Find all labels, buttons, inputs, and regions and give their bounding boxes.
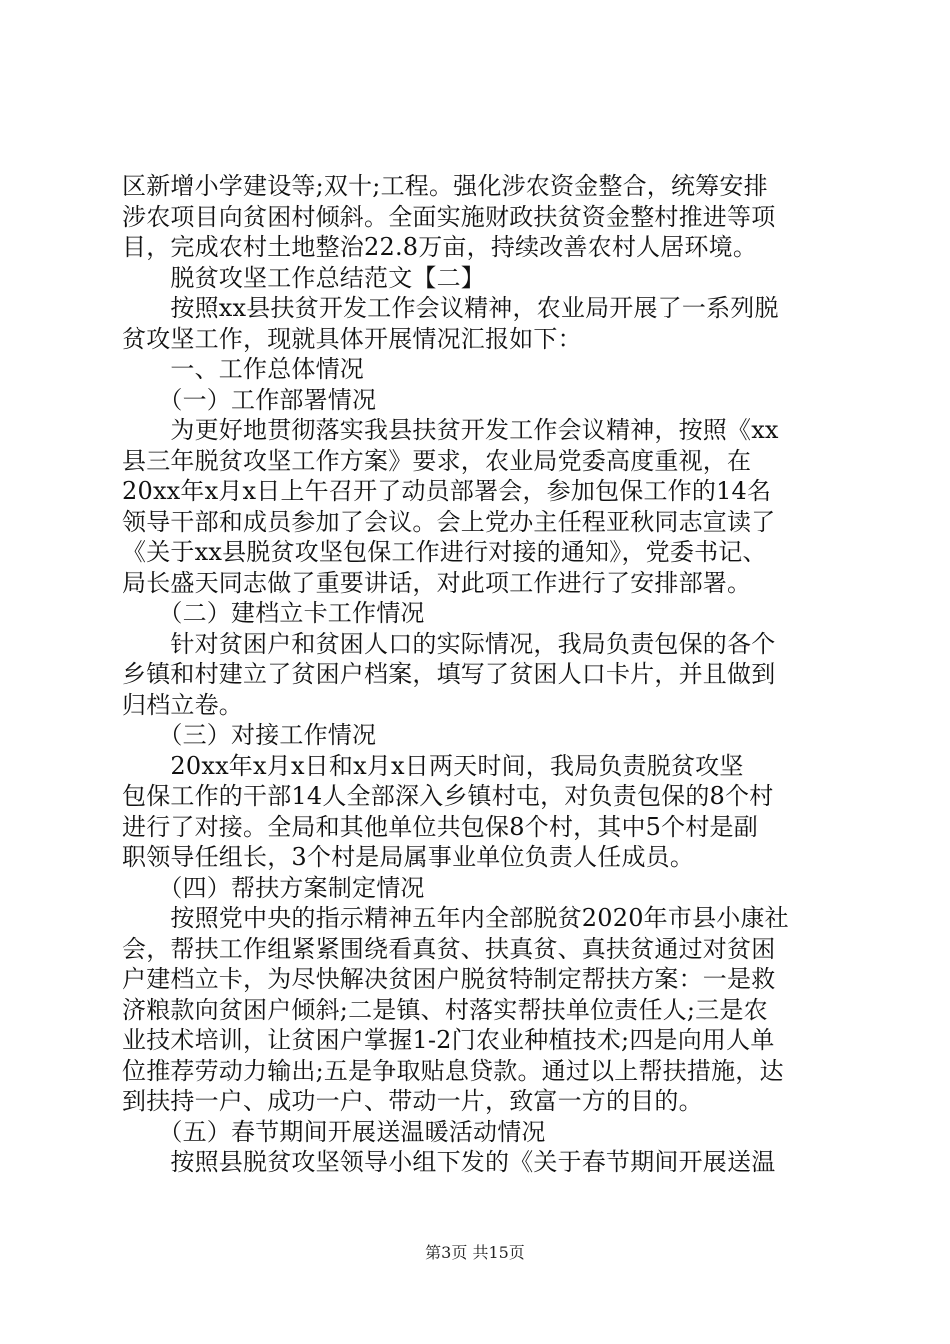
text-line: （二）建档立卡工作情况: [122, 599, 425, 627]
text-line: 脱贫攻坚工作总结范文【二】: [122, 263, 485, 292]
text-line: 进行了对接。全局和其他单位共包保8个村，其中5个村是副: [122, 812, 758, 841]
text-line: 乡镇和村建立了贫困户档案，填写了贫困人口卡片，并且做到: [122, 660, 776, 688]
text-line: 职领导任组长，3个村是局属事业单位负责人任成员。: [122, 843, 695, 871]
text-line: 到扶持一户、成功一户、带动一片，致富一方的目的。: [122, 1087, 703, 1115]
text-line: 《关于xx县脱贫攻坚包保工作进行对接的通知》，党委书记、: [122, 538, 767, 566]
text-line: 包保工作的干部14人全部深入乡镇村屯，对负责包保的8个村: [122, 782, 774, 810]
text-line: 位推荐劳动力输出;五是争取贴息贷款。通过以上帮扶措施，达: [122, 1056, 784, 1085]
text-line: 会，帮扶工作组紧紧围绕看真贫、扶真贫、真扶贫通过对贫困: [122, 934, 776, 963]
document-body: [122, 171, 834, 1178]
text-line: 局长盛天同志做了重要讲话，对此项工作进行了安排部署。: [122, 568, 752, 597]
text-line: （三）对接工作情况: [122, 721, 377, 749]
text-line: 按照党中央的指示精神五年内全部脱贫2020年市县小康社: [122, 904, 789, 932]
text-line: 按照xx县扶贫开发工作会议精神，农业局开展了一系列脱: [122, 294, 779, 322]
text-line: 贫攻坚工作，现就具体开展情况汇报如下：: [122, 324, 582, 353]
text-line: 按照县脱贫攻坚领导小组下发的《关于春节期间开展送温: [122, 1148, 776, 1176]
text-line: 20xx年x月x日和x月x日两天时间，我局负责脱贫攻坚: [122, 751, 744, 780]
text-line: 一、工作总体情况: [122, 355, 364, 383]
text-line: 目，完成农村土地整治22.8万亩，持续改善农村人居环境。: [122, 233, 758, 261]
text-line: 涉农项目向贫困村倾斜。全面实施财政扶贫资金整村推进等项: [122, 202, 776, 231]
text-line: 20xx年x月x日上午召开了动员部署会，参加包保工作的14名: [122, 477, 772, 505]
page-number-footer: 第3页 共15页: [425, 1243, 525, 1262]
text-line: （五）春节期间开展送温暖活动情况: [122, 1117, 546, 1146]
text-line: 县三年脱贫攻坚工作方案》要求，农业局党委高度重视，在: [122, 446, 752, 475]
text-line: （一）工作部署情况: [122, 385, 377, 414]
text-line: 为更好地贯彻落实我县扶贫开发工作会议精神，按照《xx: [122, 416, 779, 444]
text-line: 针对贫困户和贫困人口的实际情况，我局负责包保的各个: [122, 629, 776, 658]
text-line: 归档立卷。: [122, 690, 243, 719]
text-line: 领导干部和成员参加了会议。会上党办主任程亚秋同志宣读了: [122, 507, 776, 536]
text-line: 户建档立卡，为尽快解决贫困户脱贫特制定帮扶方案：一是救: [122, 965, 776, 993]
text-line: 区新增小学建设等;双十;工程。强化涉农资金整合，统筹安排: [122, 172, 768, 200]
text-line: 济粮款向贫困户倾斜;二是镇、村落实帮扶单位责任人;三是农: [122, 995, 768, 1024]
text-line: （四）帮扶方案制定情况: [122, 873, 425, 902]
text-line: 业技术培训，让贫困户掌握1-2门农业种植技术;四是向用人单: [122, 1026, 775, 1054]
